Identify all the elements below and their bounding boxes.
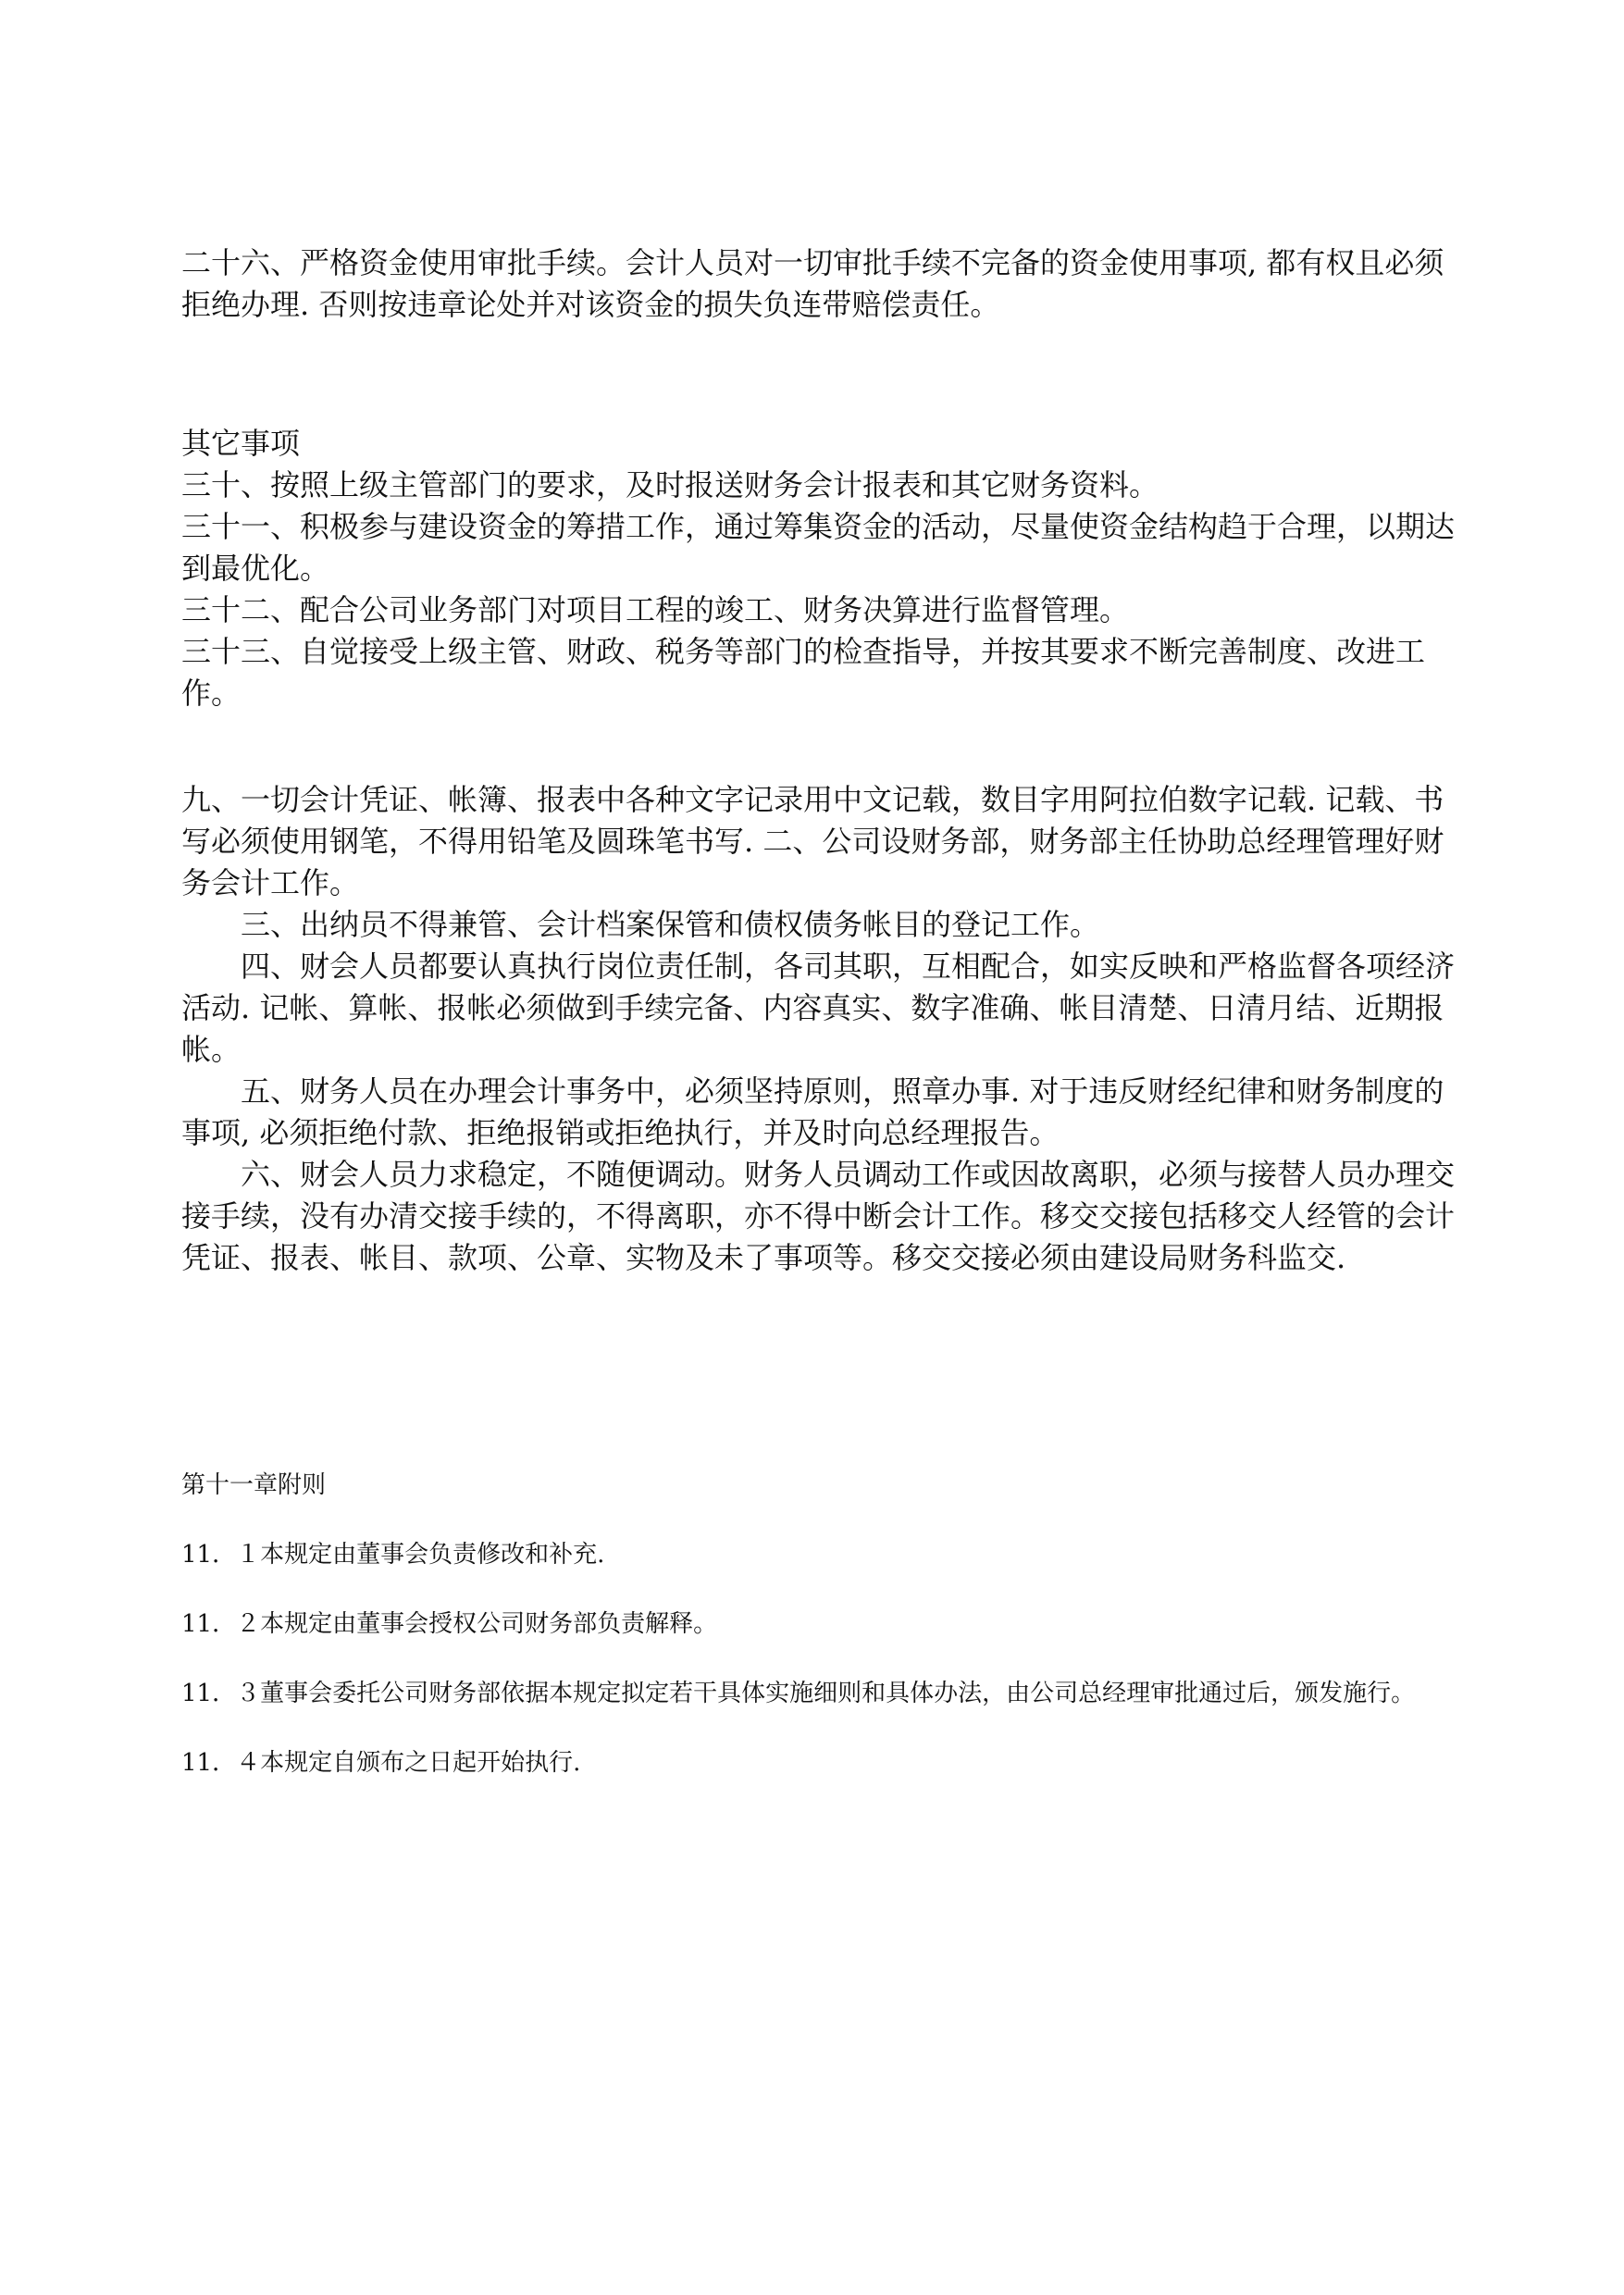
accounting-rule-first: 九、一切会计凭证、帐簿、报表中各种文字记录用中文记载，数目字用阿拉伯数字记载. 记载、书写必须使用钢笔，不得用铅笔及圆珠笔书写. 二、公司设财务部，财务部主任协助总经理管理好财务会计工作。: [181, 782, 1444, 900]
chapter-11-item: 11．２本规定由董事会授权公司财务部负责解释。: [181, 1610, 718, 1638]
other-matters-section: [181, 423, 1458, 714]
other-matters-item: 三十、按照上级主管部门的要求，及时报送财务会计报表和其它财务资料。: [181, 467, 1159, 502]
accounting-rules-section: [181, 779, 1458, 1279]
other-matters-item: 三十一、积极参与建设资金的筹措工作，通过筹集资金的活动，尽量使资金结构趋于合理，以期达到最优化。: [181, 509, 1456, 586]
section-26-text: 二十六、严格资金使用审批手续。会计人员对一切审批手续不完备的资金使用事项, 都有权且必须拒绝办理. 否则按违章论处并对该资金的损失负连带赔偿责任。: [181, 245, 1444, 322]
accounting-rule-item: 三、出纳员不得兼管、会计档案保管和债权债务帐目的登记工作。: [241, 907, 1100, 942]
accounting-rule-item: 四、财会人员都要认真执行岗位责任制，各司其职，互相配合，如实反映和严格监督各项经济活动. 记帐、算帐、报帐必须做到手续完备、内容真实、数字准确、帐目清楚、日清月结、近期报帐。: [181, 949, 1456, 1067]
other-matters-item: 三十二、配合公司业务部门对项目工程的竣工、财务决算进行监督管理。: [181, 592, 1130, 627]
chapter-11-heading: 第十一章附则: [181, 1471, 327, 1499]
chapter-11-item: 11．３董事会委托公司财务部依据本规定拟定若干具体实施细则和具体办法，由公司总经理审批通过后，颁发施行。: [181, 1680, 1416, 1707]
chapter-11-item: 11．４本规定自颁布之日起开始执行.: [181, 1749, 581, 1777]
accounting-rule-item: 五、财务人员在办理会计事务中，必须坚持原则，照章办事. 对于违反财经纪律和财务制度的事项, 必须拒绝付款、拒绝报销或拒绝执行，并及时向总经理报告。: [181, 1073, 1444, 1150]
section-26: [181, 242, 1458, 326]
accounting-rule-item: 六、财会人员力求稳定，不随便调动。财务人员调动工作或因故离职，必须与接替人员办理交接手续，没有办清交接手续的，不得离职，亦不得中断会计工作。移交交接包括移交人经管的会计凭证、报表、帐目、款项、公章、实物及未了事项等。移交交接必须由建设局财务科监交.: [181, 1157, 1456, 1275]
chapter-11-section: [181, 1466, 1458, 1782]
other-matters-item: 三十三、自觉接受上级主管、财政、税务等部门的检查指导，并按其要求不断完善制度、改进工作。: [181, 634, 1426, 711]
other-matters-heading: 其它事项: [181, 426, 301, 461]
chapter-11-item: 11．１本规定由董事会负责修改和补充.: [181, 1541, 605, 1569]
